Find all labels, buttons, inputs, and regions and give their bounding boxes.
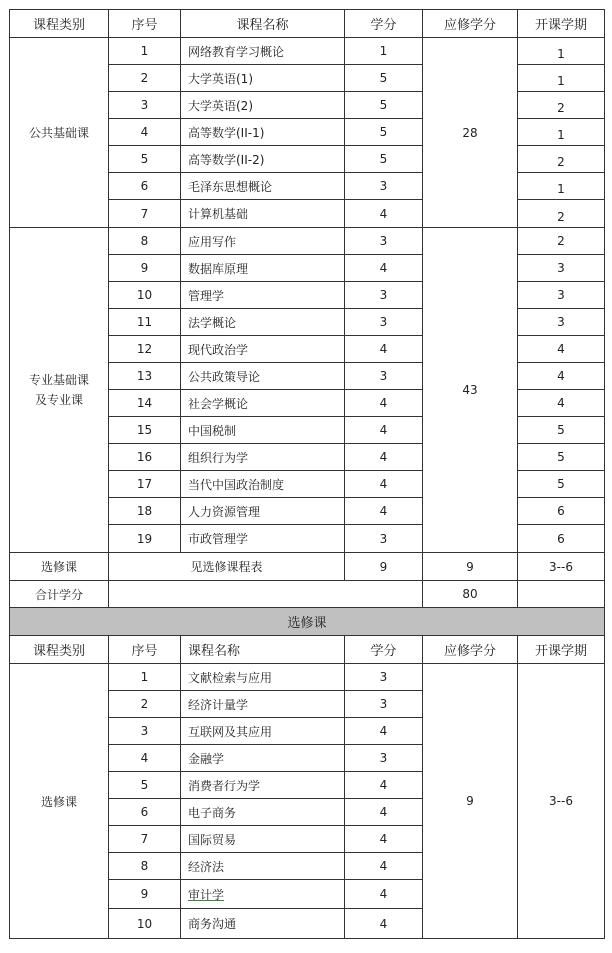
row-credit: 5 [345, 119, 423, 146]
header-category: 课程类别 [10, 10, 109, 38]
row-course-name [181, 880, 345, 909]
row-seq: 18 [109, 498, 181, 525]
row-course-name: 毛泽东思想概论 [181, 173, 345, 200]
row-course-name: 社会学概论 [181, 390, 345, 417]
row-course-name: 当代中国政治制度 [181, 471, 345, 498]
row-seq: 2 [109, 65, 181, 92]
row-seq: 4 [109, 119, 181, 146]
row-course-name: 法学概论 [181, 309, 345, 336]
header-seq: 序号 [109, 10, 181, 38]
row-credit: 4 [345, 909, 423, 939]
table-row [10, 38, 605, 65]
row-course-name: 现代政治学 [181, 336, 345, 363]
curriculum-table [9, 9, 605, 939]
row-credit: 3 [345, 745, 423, 772]
total-semester-empty [518, 581, 605, 608]
row-seq: 5 [109, 146, 181, 173]
category-public-basic: 公共基础课 [10, 38, 109, 228]
header-semester: 开课学期 [518, 10, 605, 38]
row-seq: 10 [109, 909, 181, 939]
row-seq: 13 [109, 363, 181, 390]
elective-summary-credit: 9 [345, 553, 423, 581]
header-credit: 学分 [345, 10, 423, 38]
row-seq: 3 [109, 92, 181, 119]
row-seq: 2 [109, 691, 181, 718]
total-row [10, 581, 605, 608]
row-course-name: 电子商务 [181, 799, 345, 826]
row-semester: 2 [518, 146, 605, 173]
row-course-name: 国际贸易 [181, 826, 345, 853]
elective-summary-note: 见选修课程表 [109, 553, 345, 581]
row-semester: 3 [518, 309, 605, 336]
row-seq: 1 [109, 38, 181, 65]
row-credit: 4 [345, 471, 423, 498]
row-credit: 4 [345, 336, 423, 363]
row-credit: 5 [345, 146, 423, 173]
row-credit: 4 [345, 718, 423, 745]
row-credit: 4 [345, 444, 423, 471]
row-credit: 3 [345, 691, 423, 718]
row-semester: 1 [518, 119, 605, 146]
row-course-name: 经济计量学 [181, 691, 345, 718]
row-course-name: 公共政策导论 [181, 363, 345, 390]
row-semester: 1 [518, 65, 605, 92]
row-course-name: 互联网及其应用 [181, 718, 345, 745]
row-seq: 6 [109, 173, 181, 200]
row-credit: 3 [345, 525, 423, 553]
row-seq: 4 [109, 745, 181, 772]
table-row [10, 664, 605, 691]
elective-header-row [10, 636, 605, 664]
elective-header-required-credit: 应修学分 [423, 636, 518, 664]
row-course-name: 金融学 [181, 745, 345, 772]
row-course-name: 市政管理学 [181, 525, 345, 553]
table-header-row [10, 10, 605, 38]
row-semester: 4 [518, 363, 605, 390]
row-seq: 10 [109, 282, 181, 309]
elective-header-name: 课程名称 [181, 636, 345, 664]
row-seq: 7 [109, 826, 181, 853]
row-course-name: 管理学 [181, 282, 345, 309]
row-credit: 3 [345, 309, 423, 336]
row-semester: 5 [518, 444, 605, 471]
row-semester: 2 [518, 200, 605, 228]
row-course-name: 大学英语(2) [181, 92, 345, 119]
elective-header-credit: 学分 [345, 636, 423, 664]
header-required-credit: 应修学分 [423, 10, 518, 38]
row-seq: 11 [109, 309, 181, 336]
row-seq: 3 [109, 718, 181, 745]
row-seq: 19 [109, 525, 181, 553]
elective-required-credit: 9 [423, 664, 518, 939]
row-course-name: 消费者行为学 [181, 772, 345, 799]
row-course-name: 经济法 [181, 853, 345, 880]
row-course-name: 商务沟通 [181, 909, 345, 939]
category-professional-line2: 及专业课 [34, 393, 83, 407]
elective-semester: 3--6 [518, 664, 605, 939]
row-credit: 4 [345, 772, 423, 799]
total-required-credit: 80 [423, 581, 518, 608]
total-empty [109, 581, 423, 608]
required-credit-public-basic: 28 [423, 38, 518, 228]
row-course-name: 文献检索与应用 [181, 664, 345, 691]
row-seq: 8 [109, 228, 181, 255]
elective-summary-row [10, 553, 605, 581]
row-seq: 1 [109, 664, 181, 691]
elective-summary-category: 选修课 [10, 553, 109, 581]
row-course-name: 大学英语(1) [181, 65, 345, 92]
row-seq: 16 [109, 444, 181, 471]
row-seq: 7 [109, 200, 181, 228]
required-credit-professional: 43 [423, 228, 518, 553]
elective-summary-required-credit: 9 [423, 553, 518, 581]
elective-summary-semester: 3--6 [518, 553, 605, 581]
row-semester: 5 [518, 471, 605, 498]
row-credit: 3 [345, 664, 423, 691]
row-credit: 3 [345, 363, 423, 390]
row-semester: 4 [518, 390, 605, 417]
row-credit: 3 [345, 228, 423, 255]
row-credit: 4 [345, 799, 423, 826]
row-semester: 1 [518, 173, 605, 200]
row-semester: 3 [518, 255, 605, 282]
row-credit: 5 [345, 65, 423, 92]
elective-header-semester: 开课学期 [518, 636, 605, 664]
row-semester: 4 [518, 336, 605, 363]
row-seq: 8 [109, 853, 181, 880]
row-course-name: 计算机基础 [181, 200, 345, 228]
row-semester: 3 [518, 282, 605, 309]
row-credit: 4 [345, 826, 423, 853]
elective-section-title: 选修课 [10, 608, 605, 636]
row-seq: 9 [109, 880, 181, 909]
row-credit: 5 [345, 92, 423, 119]
row-seq: 12 [109, 336, 181, 363]
table-row [10, 228, 605, 255]
row-credit: 3 [345, 282, 423, 309]
row-credit: 4 [345, 200, 423, 228]
row-course-name: 中国税制 [181, 417, 345, 444]
row-course-name-text: 审计学 [188, 887, 225, 902]
row-seq: 6 [109, 799, 181, 826]
header-name: 课程名称 [181, 10, 345, 38]
row-course-name: 组织行为学 [181, 444, 345, 471]
row-credit: 4 [345, 417, 423, 444]
row-course-name: 应用写作 [181, 228, 345, 255]
row-seq: 14 [109, 390, 181, 417]
row-semester: 2 [518, 228, 605, 255]
row-credit: 4 [345, 853, 423, 880]
row-seq: 15 [109, 417, 181, 444]
elective-header-seq: 序号 [109, 636, 181, 664]
row-course-name: 高等数学(II-2) [181, 146, 345, 173]
category-professional [10, 228, 109, 553]
row-semester: 6 [518, 498, 605, 525]
row-course-name: 数据库原理 [181, 255, 345, 282]
row-credit: 4 [345, 390, 423, 417]
row-semester: 5 [518, 417, 605, 444]
elective-header-category: 课程类别 [10, 636, 109, 664]
elective-category: 选修课 [10, 664, 109, 939]
row-semester: 1 [518, 38, 605, 65]
row-seq: 5 [109, 772, 181, 799]
row-course-name: 网络教育学习概论 [181, 38, 345, 65]
elective-band-row [10, 608, 605, 636]
total-label: 合计学分 [10, 581, 109, 608]
row-course-name: 高等数学(II-1) [181, 119, 345, 146]
row-semester: 6 [518, 525, 605, 553]
row-credit: 1 [345, 38, 423, 65]
row-credit: 3 [345, 173, 423, 200]
row-credit: 4 [345, 498, 423, 525]
row-seq: 17 [109, 471, 181, 498]
row-credit: 4 [345, 255, 423, 282]
row-course-name: 人力资源管理 [181, 498, 345, 525]
category-professional-line1: 专业基础课 [28, 373, 89, 387]
row-seq: 9 [109, 255, 181, 282]
row-credit: 4 [345, 880, 423, 909]
row-semester: 2 [518, 92, 605, 119]
